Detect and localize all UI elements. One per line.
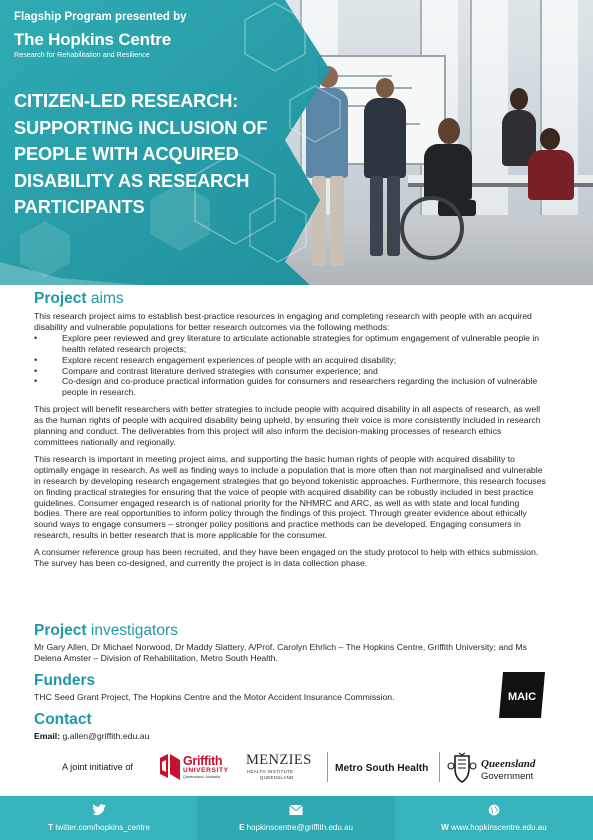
- envelope-icon: [289, 804, 303, 816]
- joint-initiative-label: A joint initiative of: [62, 762, 133, 772]
- flagship-label: Flagship Program presented by: [14, 11, 187, 23]
- hero-banner: [0, 0, 593, 285]
- griffith-emblem-icon: [158, 754, 182, 780]
- queensland-crest-icon: [447, 752, 477, 784]
- aims-heading-bold: Project: [34, 290, 87, 307]
- menzies-name: MENZIES: [246, 752, 312, 768]
- page-title: CITIZEN-LED RESEARCH: SUPPORTING INCLUSION OF PEOPLE WITH ACQUIRED DISABILITY AS RESEARCH PARTICIPANTS: [14, 91, 268, 217]
- section-funders: [34, 672, 504, 703]
- metro-south-health-logo: Metro South Health: [335, 763, 429, 774]
- maic-logo-text: MAIC: [507, 691, 537, 703]
- twitter-prefix: T: [48, 823, 53, 832]
- email-label: Email:: [34, 731, 61, 741]
- web-prefix: W: [441, 823, 449, 832]
- bird-icon: [92, 804, 106, 816]
- web-link[interactable]: www.hopkinscentre.edu.au: [451, 823, 547, 832]
- footer-email[interactable]: [197, 796, 395, 840]
- aims-list: [34, 333, 546, 398]
- griffith-location: Queensland, Australia: [183, 775, 221, 779]
- investigators-heading-light: investigators: [90, 622, 178, 639]
- aims-intro: This research project aims to establish best-practice resources in engaging and completing research with people with an acquired disability and vulnerable populations for better research outcomes via the following methods:: [34, 311, 532, 332]
- menzies-sub1: HEALTH INSTITUTE: [247, 769, 294, 774]
- centre-name: The Hopkins Centre: [14, 30, 171, 49]
- footer-bar: [0, 796, 593, 840]
- investigators-text: Mr Gary Allen, Dr Michael Norwood, Dr Maddy Slattery, A/Prof. Carolyn Ehrlich – The Hopkins Centre, Griffith University; and Ms Delena Amster – Division of Rehabilitation, Metro South Health.: [34, 642, 527, 663]
- section-contact: [34, 711, 504, 742]
- queensland-government-logo: [447, 752, 542, 786]
- contact-heading: Contact: [34, 711, 92, 728]
- list-item: • Explore recent research engagement experiences of people with an acquired disability;: [34, 355, 546, 366]
- section-project-investigators: [34, 622, 546, 664]
- menzies-logo: [246, 752, 316, 784]
- funders-heading: Funders: [34, 672, 96, 689]
- investigators-heading-bold: Project: [34, 622, 87, 639]
- qld-sub: Government: [481, 771, 534, 782]
- griffith-logo: [158, 752, 236, 782]
- menzies-sub2: QUEENSLAND: [260, 775, 294, 780]
- centre-tagline: Research for Rehabilitation and Resilience: [14, 50, 150, 59]
- twitter-link[interactable]: twitter.com/hopkins_centre: [55, 823, 150, 832]
- maic-logo: [499, 672, 545, 718]
- contact-email-link[interactable]: g.allen@griffith.edu.au: [62, 731, 150, 741]
- aims-paragraph-3: A consumer reference group has been recruited, and they have been engaged on the study protocol to help with ethics submission. The survey has been co-designed, and currently the project is in data collection phase.: [34, 547, 539, 569]
- list-item: • Co-design and co-produce practical information guides for consumers and researchers regarding the inclusion of vulnerable people in research.: [34, 376, 546, 398]
- aims-heading-light: aims: [90, 290, 124, 307]
- logo-divider: [327, 752, 328, 782]
- funders-text: THC Seed Grant Project, The Hopkins Centre and the Motor Accident Insurance Commission.: [34, 692, 395, 702]
- qld-name: Queensland: [481, 758, 536, 770]
- list-item: • Compare and contrast literature derived strategies with consumer experience; and: [34, 366, 546, 377]
- aims-heading: [34, 290, 546, 308]
- section-project-aims: [34, 290, 546, 569]
- footer-email-link[interactable]: hopkinscentre@griffith.edu.au: [246, 823, 353, 832]
- footer-twitter[interactable]: [0, 796, 198, 840]
- investigators-heading: [34, 622, 546, 640]
- email-prefix: E: [239, 823, 245, 832]
- footer-web[interactable]: [395, 796, 593, 840]
- aims-paragraph-2: This research is important in meeting project aims, and supporting the basic human rights of people with acquired disability to optimally engage in research. As well as finding ways to include a population that is more often than not marginalised and vulnerable in research by developing research engagement strategies that go beyond tokenistic approaches. Furthermore, this research focuses on finding practical strategies for ensuring that the voice of people with acquired disability can be robustly included in best practice guidelines. Consumer engaged research is of national priority for the NHMRC and ARC, as well as with state and local funding bodies. There are real opportunities to inform policy through the findings of this project. Through greater evidence about ethically sound ways to engage consumers – stronger policy positions and practice methods can be developed. Engaging consumers in research, results in better research that is more applicable for the consumer.: [34, 453, 546, 541]
- aims-paragraph-1: This project will benefit researchers with better strategies to include people with acquired disability in all aspects of research, as well as the human rights of people with acquired disability being upheld, by ensuring their voice is more consistently included in research planning and conduct. The deliverables from this project will also inform the decision-making processes of research ethics committees nationally and regionally.: [34, 404, 541, 447]
- griffith-name: Griffith: [183, 754, 223, 768]
- logo-divider: [439, 752, 440, 782]
- list-item: • Explore peer reviewed and grey literature to articulate actionable strategies for optimum engagement of vulnerable people in health related research projects;: [34, 333, 546, 355]
- griffith-sub: UNIVERSITY: [183, 767, 229, 774]
- contact-email-line: [34, 731, 504, 742]
- globe-icon: [487, 804, 501, 816]
